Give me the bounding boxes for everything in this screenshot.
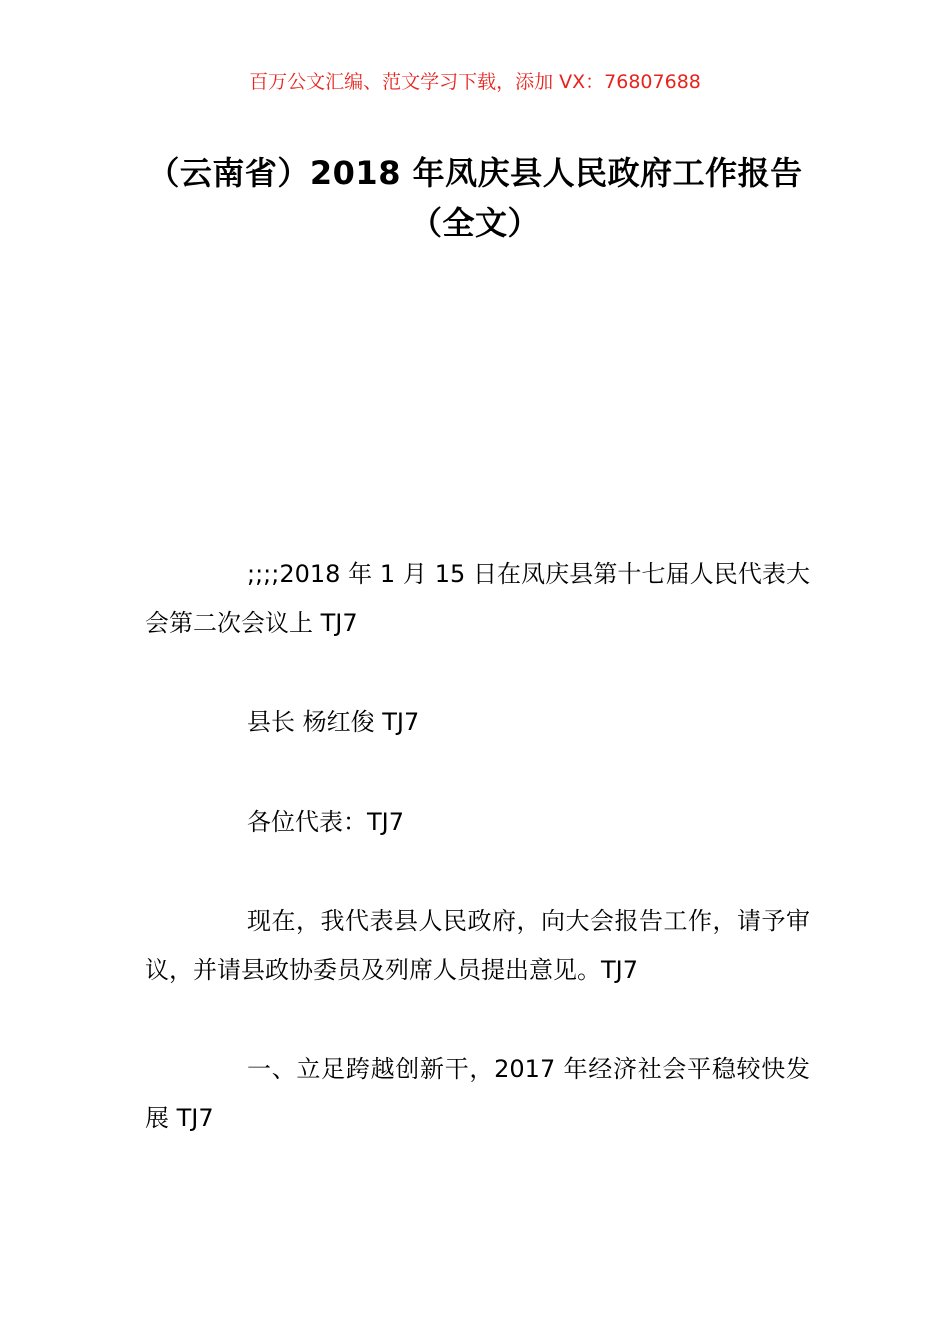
meeting-info-paragraph: ;;;;2018 年 1 月 15 日在凤庆县第十七届人民代表大会第二次会议上 TJ7	[145, 560, 810, 637]
section-heading-1: 一、立足跨越创新干，2017 年经济社会平稳较快发展 TJ7	[145, 1055, 810, 1132]
intro-paragraph: 现在，我代表县人民政府，向大会报告工作，请予审议，并请县政协委员及列席人员提出意见。TJ7	[145, 907, 810, 984]
salutation-line: 各位代表：TJ7	[247, 808, 405, 836]
document-title: （云南省）2018 年凤庆县人民政府工作报告（全文）	[147, 154, 803, 242]
speaker-line: 县长 杨红俊 TJ7	[247, 708, 420, 736]
header-watermark-note: 百万公文汇编、范文学习下载，添加 VX：76807688	[249, 71, 701, 93]
